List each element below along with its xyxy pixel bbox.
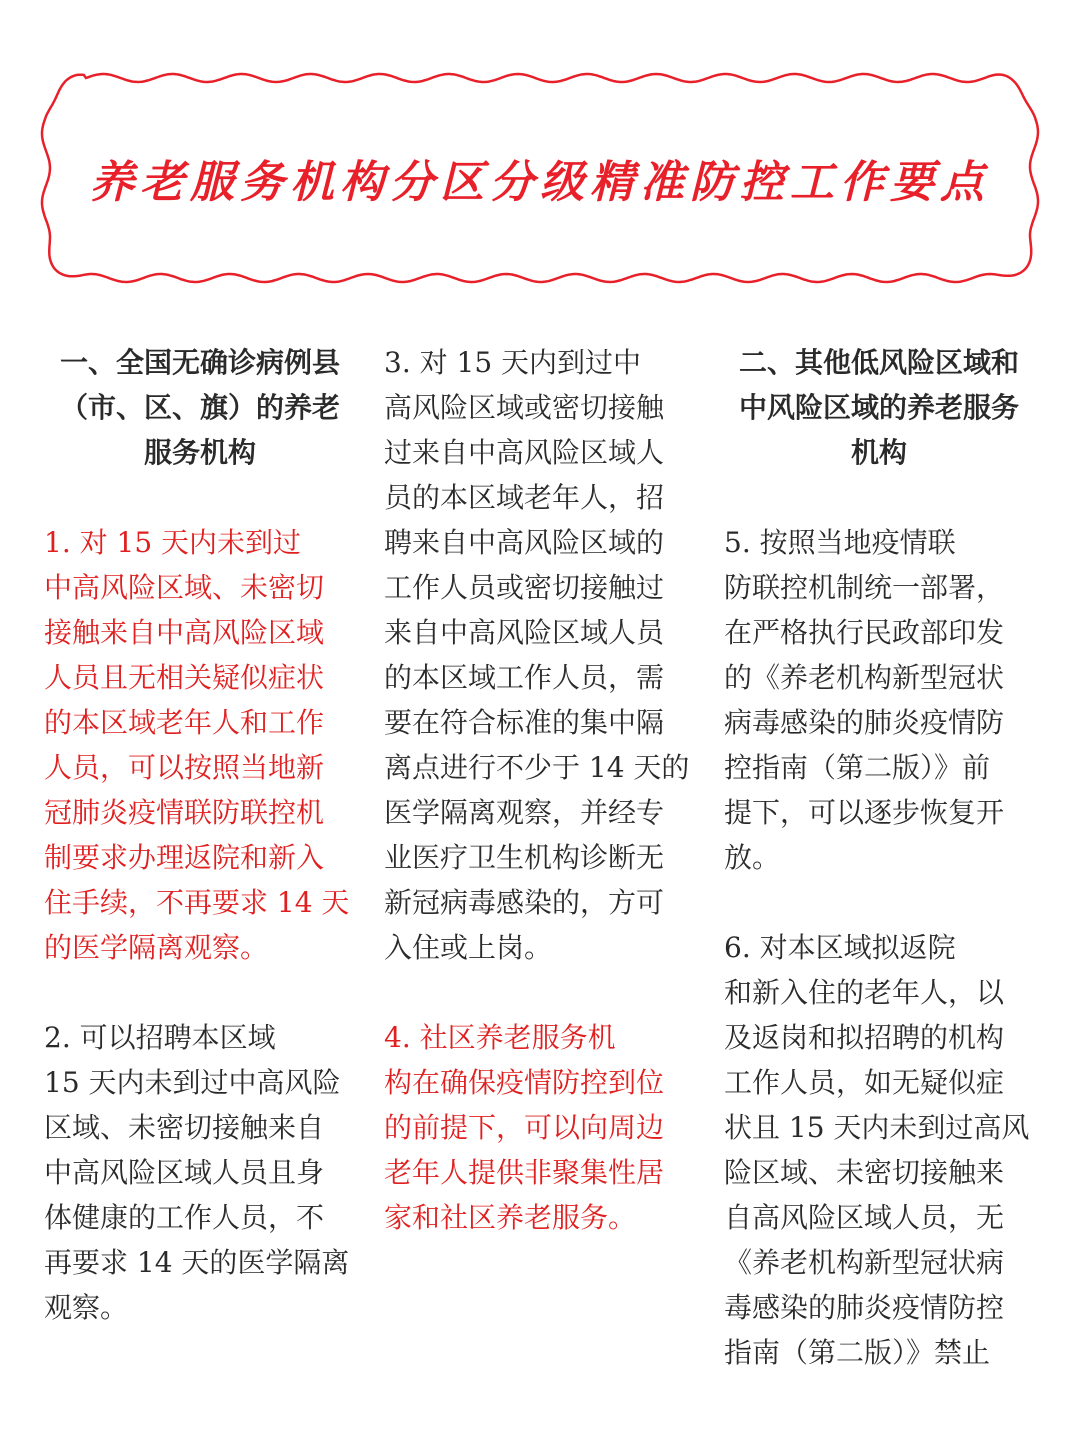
column-2 xyxy=(384,340,696,1285)
paragraph-1: 1. 对 15 天内未到过 中高风险区域、未密切 接触来自中高风险区域 人员且无相关疑似症状 的本区域老年人和工作 人员，可以按照当地新 冠肺炎疫情联防联控机 制要求办理返院和新入 住手续，不再要求 14 天 的医学隔离观察。 xyxy=(44,526,350,964)
paragraph-2: 2. 可以招聘本区域 15 天内未到过中高风险 区域、未密切接触来自 中高风险区域人员且身 体健康的工作人员，不 再要求 14 天的医学隔离 观察。 xyxy=(44,1021,350,1324)
paragraph-4: 4. 社区养老服务机 构在确保疫情防控到位 的前提下，可以向周边 老年人提供非聚集性居 家和社区养老服务。 xyxy=(384,1021,665,1234)
section-heading-1: 一、全国无确诊病例县 （市、区、旗）的养老 服务机构 xyxy=(59,346,340,469)
page-title: 养老服务机构分区分级精准防控工作要点 xyxy=(90,157,990,208)
column-1 xyxy=(44,340,356,1375)
title-banner xyxy=(38,70,1042,286)
section-heading-2: 二、其他低风险区域和 中风险区域的养老服务 机构 xyxy=(738,346,1019,469)
paragraph-6: 6. 对本区域拟返院 和新入住的老年人，以 及返岗和拟招聘的机构 工作人员，如无疑似症 状且 15 天内未到过高风 险区域、未密切接触来 自高风险区域人员，无 《养老机构新型冠状病 毒感染的肺炎疫情防控 指南（第二版）》禁止 xyxy=(724,931,1030,1369)
paragraph-5: 5. 按照当地疫情联 防联控机制统一部署， 在严格执行民政部印发 的《养老机构新型冠状 病毒感染的肺炎疫情防 控指南（第二版）》前 提下，可以逐步恢复开 放。 xyxy=(724,526,1005,874)
paragraph-3: 3. 对 15 天内到过中 高风险区域或密切接触 过来自中高风险区域人 员的本区域老年人，招 聘来自中高风险区域的 工作人员或密切接触过 来自中高风险区域人员 的本区域工作人员，需 要在符合标准的集中隔 离点进行不少于 14 天的 医学隔离观察，并经专 业医疗卫生机构诊断无 新冠病毒感染的，方可 入住或上岗。 xyxy=(384,346,690,964)
column-3 xyxy=(724,340,1034,1420)
